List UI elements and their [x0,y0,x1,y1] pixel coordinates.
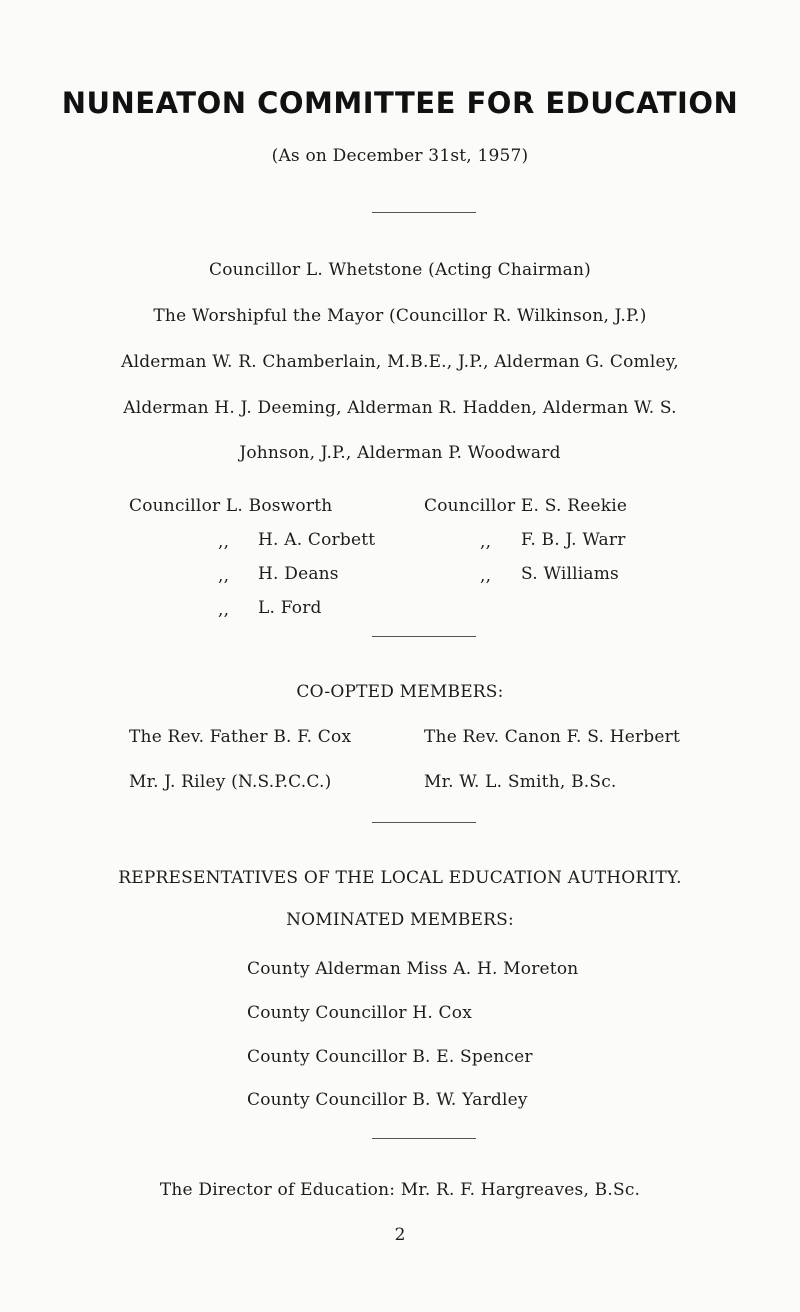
councillor-left-2: H. A. Corbett [258,530,376,550]
ditto-mark: ,, [218,532,230,552]
divider [372,636,476,637]
committee-line-aldermen-3: Johnson, J.P., Alderman P. Woodward [239,443,561,463]
nominated-member: County Councillor B. W. Yardley [247,1090,528,1110]
coopted-right-1: The Rev. Canon F. S. Herbert [424,727,681,747]
representatives-heading: REPRESENTATIVES OF THE LOCAL EDUCATION AUTHORITY. [118,868,682,888]
page-subtitle: (As on December 31st, 1957) [271,146,529,166]
divider [372,822,476,823]
committee-line-mayor: The Worshipful the Mayor (Councillor R. Wilkinson, J.P.) [153,306,647,326]
coopted-left-2: Mr. J. Riley (N.S.P.C.C.) [129,772,332,792]
committee-line-aldermen-1: Alderman W. R. Chamberlain, M.B.E., J.P., Alderman G. Comley, [121,352,679,372]
councillor-right-3: S. Williams [521,564,619,584]
ditto-mark: ,, [480,532,492,552]
divider [372,1138,476,1139]
ditto-mark: ,, [218,600,230,620]
divider [372,212,476,213]
councillor-left-4: L. Ford [258,598,322,618]
committee-line-aldermen-2: Alderman H. J. Deeming, Alderman R. Hadden, Alderman W. S. [123,398,677,418]
page-number: 2 [394,1225,406,1245]
councillor-right-2: F. B. J. Warr [521,530,626,550]
nominated-member: County Alderman Miss A. H. Moreton [247,959,579,979]
committee-line-chairman: Councillor L. Whetstone (Acting Chairman) [209,260,591,280]
ditto-mark: ,, [218,566,230,586]
coopted-right-2: Mr. W. L. Smith, B.Sc. [424,772,617,792]
ditto-mark: ,, [480,566,492,586]
page-title: NUNEATON COMMITTEE FOR EDUCATION [61,86,739,120]
coopted-left-1: The Rev. Father B. F. Cox [129,727,352,747]
councillor-left-1: Councillor L. Bosworth [129,496,333,516]
nominated-member: County Councillor H. Cox [247,1003,472,1023]
councillor-left-3: H. Deans [258,564,339,584]
coopted-heading: CO-OPTED MEMBERS: [296,682,504,702]
nominated-member: County Councillor B. E. Spencer [247,1047,533,1067]
director-line: The Director of Education: Mr. R. F. Hargreaves, B.Sc. [159,1180,641,1200]
councillor-right-1: Councillor E. S. Reekie [424,496,628,516]
nominated-heading: NOMINATED MEMBERS: [286,910,514,930]
